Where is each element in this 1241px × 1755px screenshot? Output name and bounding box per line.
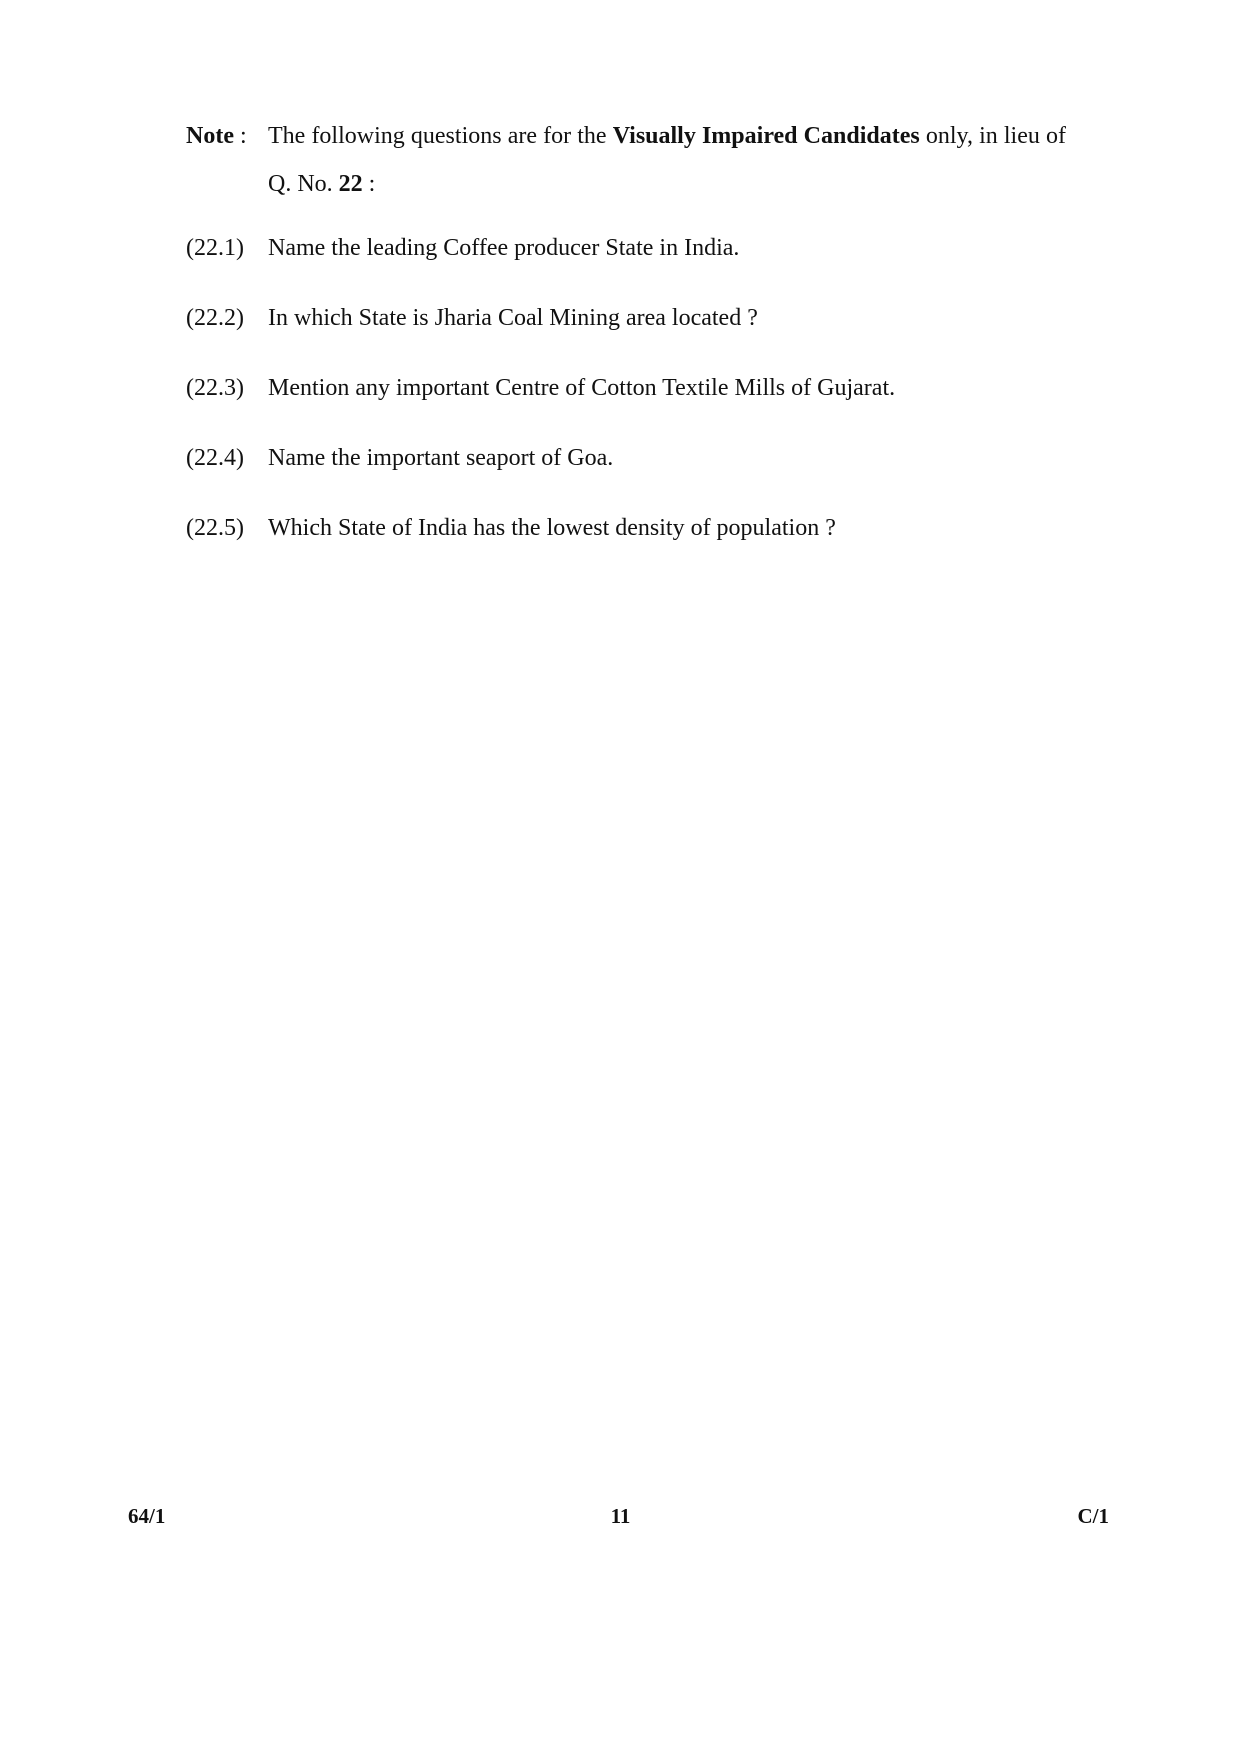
question-text: Name the leading Coffee producer State in India. [268,235,740,261]
footer-page-number: 11 [610,1504,631,1528]
question-item [186,512,1066,582]
note-bold-text: Visually Impaired Candidates [612,123,920,149]
question-text: Name the important seaport of Goa. [268,445,614,471]
question-number: (22.1) [186,235,244,261]
question-number: (22.3) [186,375,244,401]
question-text: Mention any important Centre of Cotton Textile Mills of Gujarat. [268,375,896,401]
question-text: In which State is Jharia Coal Mining area located ? [268,305,758,331]
footer-paper-code: 64/1 [128,1504,166,1528]
note-question-number: 22 [338,171,363,197]
question-text: Which State of India has the lowest density of population ? [268,515,836,541]
question-item [186,232,1066,302]
question-number: (22.4) [186,445,244,471]
question-item [186,372,1066,442]
note-label: Note : [186,123,247,149]
note-text: The following questions are for the Visually Impaired Candidates only, in lieu of Q. No. 22 : [268,123,1066,197]
question-number: (22.5) [186,515,244,541]
question-item [186,302,1066,372]
question-number: (22.2) [186,305,244,331]
question-list [186,232,1066,582]
footer-set-code: C/1 [1077,1504,1109,1528]
note-block [186,112,1066,208]
question-item [186,442,1066,512]
